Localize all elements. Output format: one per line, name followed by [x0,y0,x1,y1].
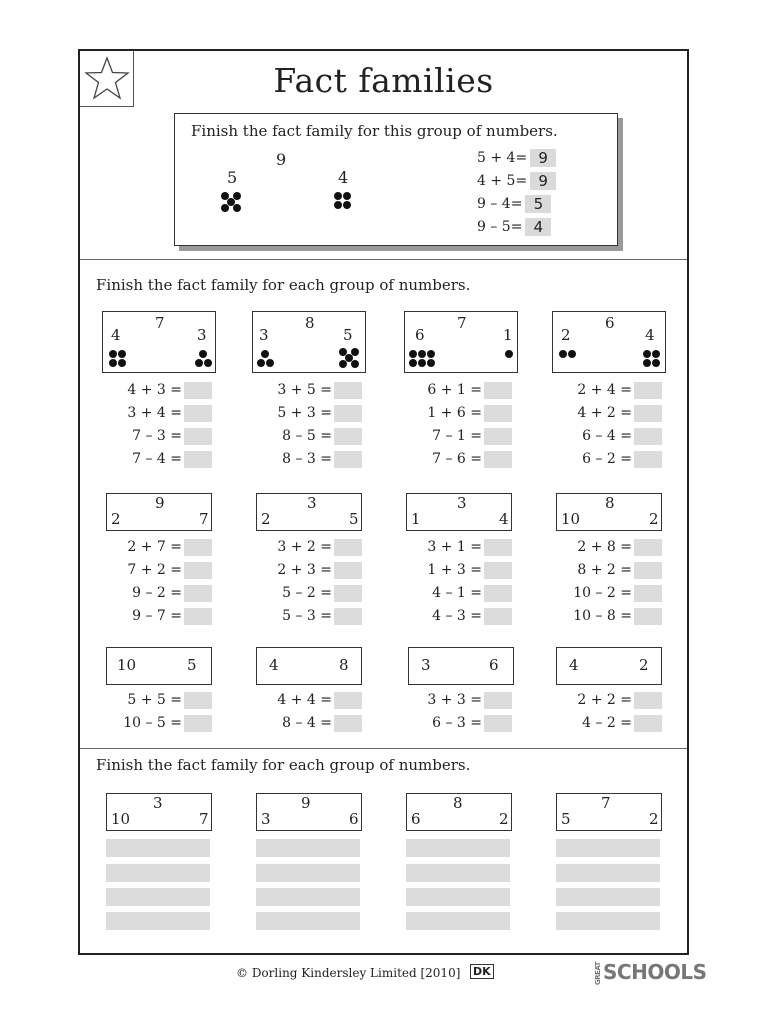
card-left: 3 [421,656,431,674]
equation: 4 – 2 = [582,714,662,733]
card-total: 7 [457,314,467,332]
answer-box[interactable] [184,585,212,602]
answer-box[interactable] [634,585,662,602]
answer-line[interactable] [406,888,510,906]
card-right: 6 [489,656,499,674]
worksheet-page [78,49,689,955]
page-title: Fact families [273,61,494,100]
answer-box[interactable] [334,562,362,579]
equation: 8 – 5 = [282,427,362,446]
equation: 6 – 4 = [582,427,662,446]
card-total: 7 [155,314,165,332]
divider [80,259,687,260]
answer-box[interactable] [184,692,212,709]
card-total: 8 [305,314,315,332]
card-left: 4 [569,656,579,674]
example-equation: 5 + 4= 9 [477,149,556,167]
answer-box[interactable] [484,405,512,422]
fact-card [556,647,662,685]
card-left: 10 [111,810,131,828]
equation: 2 + 4 = [577,381,662,400]
card-left: 2 [111,510,121,528]
equation: 4 + 2 = [577,404,662,423]
brand-small-text: GREAT [594,961,602,986]
equation: 3 + 3 = [427,691,512,710]
equation-group [402,381,512,473]
card-right: 1 [503,326,513,344]
equation: 7 + 2 = [127,561,212,580]
equation-group [102,691,212,737]
answer-line[interactable] [406,864,510,882]
equation: 1 + 3 = [427,561,512,580]
card-right: 5 [187,656,197,674]
card-total: 6 [605,314,615,332]
equation: 2 + 8 = [577,538,662,557]
answer-box[interactable] [334,451,362,468]
fact-card [556,793,662,831]
answer-box[interactable] [334,608,362,625]
answer-box[interactable] [334,692,362,709]
example-answer: 5 [525,195,551,213]
equation: 7 – 1 = [432,427,512,446]
answer-line[interactable] [106,888,210,906]
answer-box[interactable] [334,585,362,602]
equation-group [552,381,662,473]
card-right: 2 [499,810,509,828]
answer-box[interactable] [484,715,512,732]
answer-line[interactable] [256,888,360,906]
answer-box[interactable] [634,562,662,579]
card-right: 7 [199,510,209,528]
equation: 5 + 3 = [277,404,362,423]
equation: 8 – 4 = [282,714,362,733]
card-total: 3 [307,494,317,512]
answer-line[interactable] [406,839,510,857]
dk-logo: DK [470,964,494,979]
equation: 10 – 5 = [123,714,212,733]
card-left: 3 [259,326,269,344]
equation: 6 – 3 = [432,714,512,733]
card-right: 5 [349,510,359,528]
answer-line[interactable] [106,839,210,857]
answer-box[interactable] [634,715,662,732]
answer-box[interactable] [184,539,212,556]
answer-box[interactable] [634,608,662,625]
fact-card [552,311,666,373]
card-total: 3 [457,494,467,512]
card-left: 3 [261,810,271,828]
card-total: 7 [601,794,611,812]
fact-card [556,493,662,531]
equation-group [552,538,662,630]
answer-box[interactable] [634,451,662,468]
answer-box[interactable] [634,382,662,399]
answer-line[interactable] [256,839,360,857]
card-total: 8 [605,494,615,512]
card-left: 5 [561,810,571,828]
equation: 6 + 1 = [427,381,512,400]
equation-group [252,691,362,737]
fact-card [406,793,512,831]
equation: 10 – 8 = [573,607,662,626]
answer-line[interactable] [556,839,660,857]
answer-line[interactable] [106,864,210,882]
card-right: 7 [199,810,209,828]
answer-line[interactable] [106,912,210,930]
equation: 3 + 1 = [427,538,512,557]
answer-box[interactable] [634,692,662,709]
equation: 9 – 7 = [132,607,212,626]
card-left: 10 [561,510,581,528]
equation-group [252,538,362,630]
answer-box[interactable] [184,428,212,445]
answer-box[interactable] [484,562,512,579]
answer-box[interactable] [334,715,362,732]
fact-card [252,311,366,373]
answer-box[interactable] [484,585,512,602]
equation-group [552,691,662,737]
answer-box[interactable] [184,382,212,399]
example-equation: 4 + 5= 9 [477,172,556,190]
card-left: 6 [411,810,421,828]
answer-box[interactable] [634,405,662,422]
equation-group [252,381,362,473]
answer-box[interactable] [334,405,362,422]
answer-box[interactable] [184,608,212,625]
card-left: 6 [415,326,425,344]
example-box [174,113,618,246]
card-right: 5 [343,326,353,344]
card-total: 9 [155,494,165,512]
answer-box[interactable] [334,428,362,445]
equation: 9 – 2 = [132,584,212,603]
answer-line[interactable] [556,888,660,906]
fact-card [106,493,212,531]
fact-card [256,493,362,531]
example-answer: 9 [530,149,556,167]
card-right: 3 [197,326,207,344]
section2-instruction: Finish the fact family for each group of numbers. [96,756,471,774]
answer-box[interactable] [484,539,512,556]
example-right-number: 4 [338,168,349,187]
section1-instruction: Finish the fact family for each group of numbers. [96,276,471,294]
copyright-notice: © Dorling Kindersley Limited [2010] [236,966,461,980]
card-total: 9 [301,794,311,812]
equation: 7 – 4 = [132,450,212,469]
card-right: 2 [649,810,659,828]
equation: 4 + 3 = [127,381,212,400]
card-right: 6 [349,810,359,828]
card-left: 2 [561,326,571,344]
card-right: 2 [639,656,649,674]
answer-box[interactable] [184,715,212,732]
answer-box[interactable] [484,608,512,625]
card-total: 8 [453,794,463,812]
card-right: 4 [499,510,509,528]
answer-box[interactable] [634,428,662,445]
equation: 6 – 2 = [582,450,662,469]
answer-box[interactable] [184,405,212,422]
answer-box[interactable] [334,382,362,399]
card-right: 2 [649,510,659,528]
card-total: 3 [153,794,163,812]
brand-text: SCHOOLS [603,960,707,984]
card-right: 4 [645,326,655,344]
equation-group [402,538,512,630]
answer-line[interactable] [406,912,510,930]
equation: 10 – 2 = [573,584,662,603]
equation: 7 – 6 = [432,450,512,469]
card-left: 10 [117,656,137,674]
equation: 1 + 6 = [427,404,512,423]
example-left-number: 5 [227,168,238,187]
equation: 2 + 7 = [127,538,212,557]
equation: 8 – 3 = [282,450,362,469]
answer-box[interactable] [484,451,512,468]
answer-box[interactable] [484,382,512,399]
equation: 2 + 3 = [277,561,362,580]
fact-card [106,647,212,685]
equation: 4 + 4 = [277,691,362,710]
example-answer: 4 [525,218,551,236]
fact-card [406,493,512,531]
answer-box[interactable] [484,692,512,709]
equation: 2 + 2 = [577,691,662,710]
answer-line[interactable] [256,912,360,930]
answer-line[interactable] [256,864,360,882]
card-left: 1 [411,510,421,528]
equation-group [102,538,212,630]
equation-group [102,381,212,473]
example-equation: 9 – 5= 4 [477,218,551,236]
equation: 7 – 3 = [132,427,212,446]
answer-box[interactable] [334,539,362,556]
example-instruction: Finish the fact family for this group of numbers. [191,122,558,140]
fact-card [408,647,514,685]
equation: 5 + 5 = [127,691,212,710]
card-right: 8 [339,656,349,674]
example-equation: 9 – 4= 5 [477,195,551,213]
equation: 5 – 3 = [282,607,362,626]
example-answer: 9 [530,172,556,190]
example-total: 9 [276,150,287,169]
answer-line[interactable] [556,912,660,930]
divider [80,748,687,749]
equation: 4 – 3 = [432,607,512,626]
card-left: 2 [261,510,271,528]
fact-card [404,311,518,373]
answer-box[interactable] [634,539,662,556]
fact-card [256,793,362,831]
equation-group [402,691,512,737]
equation: 8 + 2 = [577,561,662,580]
answer-box[interactable] [184,562,212,579]
fact-card [106,793,212,831]
equation: 3 + 2 = [277,538,362,557]
fact-card [256,647,362,685]
equation: 4 – 1 = [432,584,512,603]
equation: 3 + 4 = [127,404,212,423]
fact-card [102,311,216,373]
answer-line[interactable] [556,864,660,882]
card-left: 4 [111,326,121,344]
answer-box[interactable] [184,451,212,468]
answer-box[interactable] [484,428,512,445]
card-left: 4 [269,656,279,674]
equation: 3 + 5 = [277,381,362,400]
greatschools-logo[interactable] [594,960,706,985]
equation: 5 – 2 = [282,584,362,603]
